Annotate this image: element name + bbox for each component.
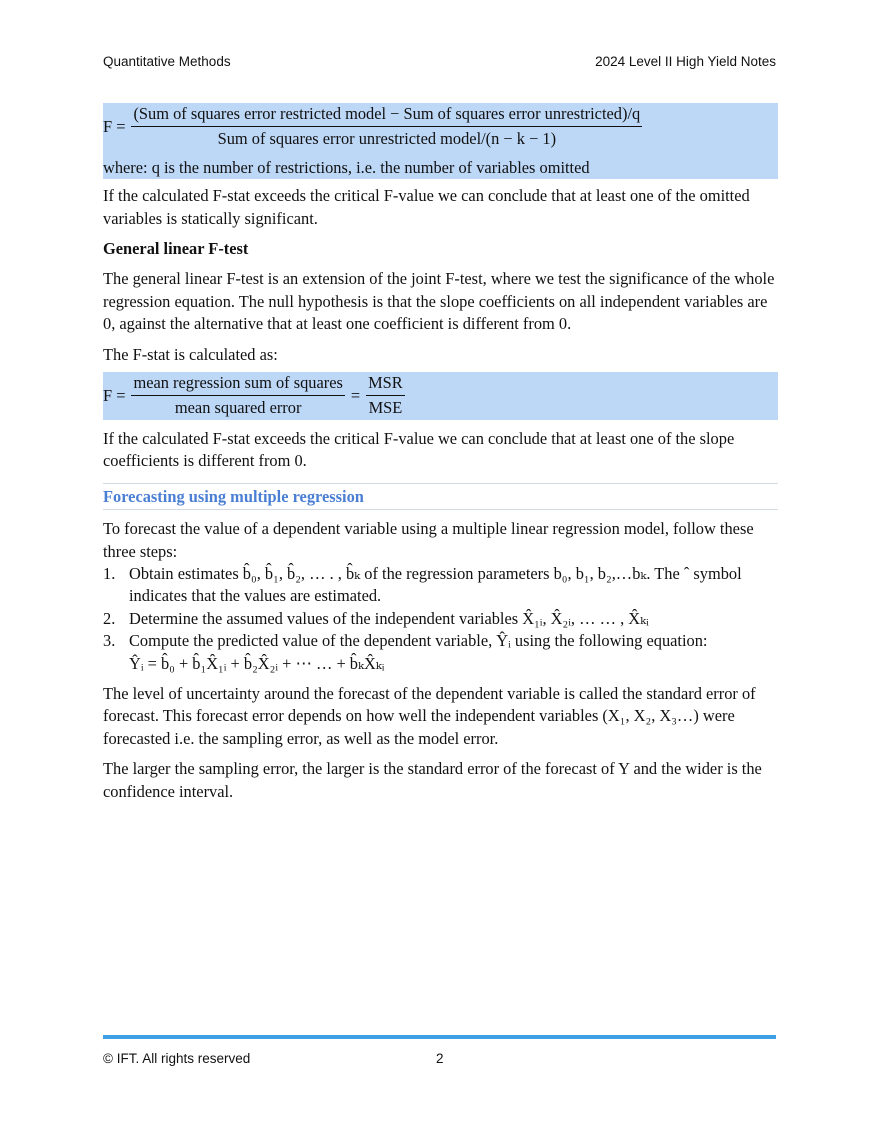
formula-where: where: q is the number of restrictions, i.e. the number of variables omitted (103, 157, 590, 177)
formula-denominator: Sum of squares error unrestricted model/(n − k − 1) (217, 129, 557, 149)
header-left: Quantitative Methods (103, 54, 231, 69)
paragraph: If the calculated F-stat exceeds the critical F-value we can conclude that at least one of the slope coefficients is different from 0. (103, 428, 735, 471)
header-right: 2024 Level II High Yield Notes (595, 54, 776, 69)
paragraph: The larger the sampling error, the larger is the standard error of the forecast of Y and the wider is the confidence interval. (103, 759, 762, 801)
list-item (103, 563, 778, 608)
list-number: 2. (103, 608, 116, 628)
formula-denominator: mean squared error (174, 398, 302, 418)
formula-fraction (366, 372, 405, 420)
list-text: Obtain estimates b̂₀, b̂₁, b̂₂, … . , b̂ₖ of the regression parameters b₀, b₁, b₂,…bₖ. The ˆ symbol indicates that the values are estimated. (129, 563, 742, 606)
formula-numerator: (Sum of squares error restricted model − Sum of squares error unrestricted)/q (131, 103, 642, 127)
page-header (103, 54, 776, 69)
formula-lhs: F = (103, 385, 126, 405)
page-footer (103, 1051, 776, 1066)
paragraph: To forecast the value of a dependent variable using a multiple linear regression model, follow these three steps: (103, 519, 754, 561)
prediction-equation: Ŷᵢ = b̂₀ + b̂₁X̂₁ᵢ + b̂₂X̂₂ᵢ + ⋯ … + b̂ₖX̂ₖᵢ (129, 653, 385, 673)
list-item (103, 630, 778, 675)
page-content (103, 103, 778, 803)
paragraph: The F-stat is calculated as: (103, 344, 278, 364)
formula-numerator: MSR (366, 372, 405, 396)
list-text: Compute the predicted value of the dependent variable, Ŷᵢ using the following equation: (129, 631, 708, 651)
formula-fraction (131, 372, 344, 420)
formula-lhs: F = (103, 116, 126, 136)
page-number: 2 (436, 1051, 444, 1066)
list-number: 3. (103, 631, 116, 651)
section-title: Forecasting using multiple regression (103, 483, 778, 510)
list-text: Determine the assumed values of the independent variables X̂₁ᵢ, X̂₂ᵢ, … … , X̂ₖᵢ (129, 608, 649, 628)
paragraph: The level of uncertainty around the forecast of the dependent variable is called the standard error of forecast. This forecast error depends on how well the independent variables (X₁, X₂, X₃…) were forecasted i.e. the sampling error, as well as the model error. (103, 683, 756, 748)
formula-numerator: mean regression sum of squares (131, 372, 344, 396)
formula-denominator: MSE (368, 398, 403, 418)
formula-equals: = (350, 385, 361, 405)
list-item (103, 608, 778, 630)
paragraph: If the calculated F-stat exceeds the critical F-value we can conclude that at least one of the omitted variables is statically significant. (103, 186, 750, 228)
list-number: 1. (103, 563, 116, 583)
footer-copyright: © IFT. All rights reserved (103, 1051, 251, 1066)
formula-fraction (131, 103, 642, 151)
paragraph: The general linear F-test is an extension of the joint F-test, where we test the significance of the whole regression equation. The null hypothesis is that the slope coefficients on all independent variables are 0, against the alternative that at least one coefficient is different from 0. (103, 269, 775, 334)
subheading-general-f-test: General linear F-test (103, 239, 249, 259)
steps-list (103, 563, 778, 675)
footer-rule (103, 1035, 776, 1039)
formula-restricted-f (103, 103, 778, 179)
formula-general-f (103, 372, 778, 420)
